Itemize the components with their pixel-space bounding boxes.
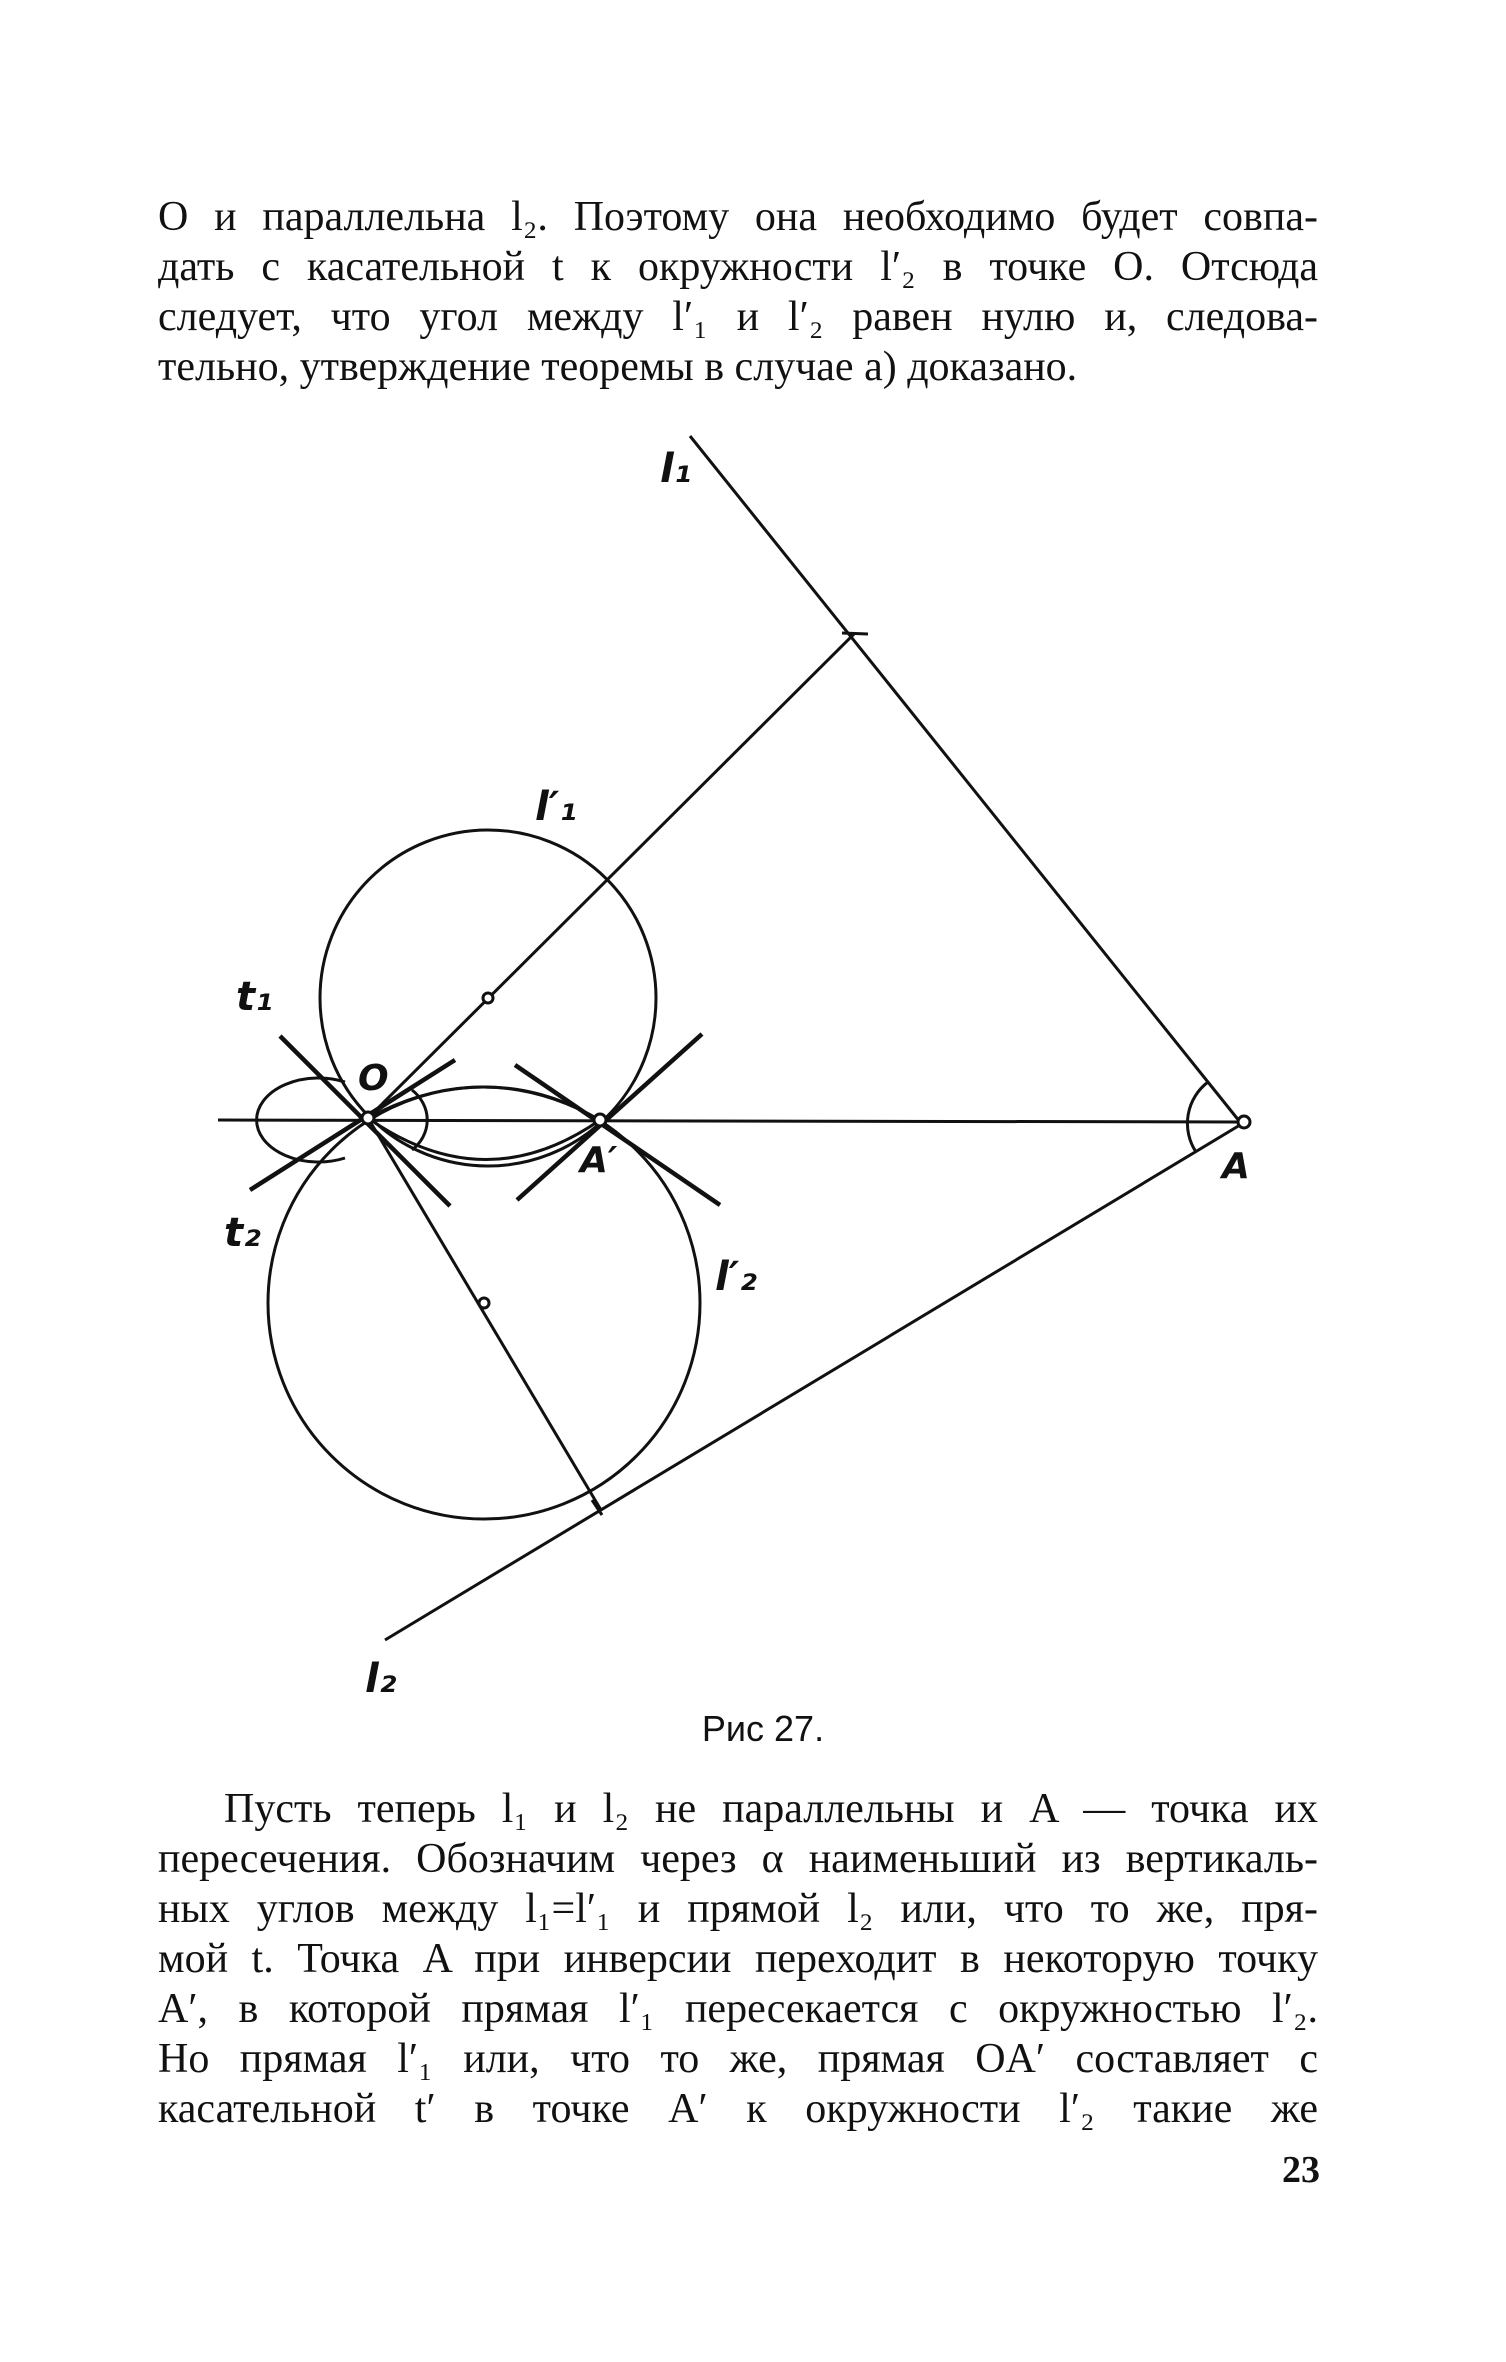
- text-line: пересечения. Обозначим через α наименьший из вертикаль-: [158, 1836, 1318, 1882]
- center-l1-prime: [483, 993, 493, 1003]
- paragraph-bottom: [158, 1784, 1318, 2134]
- text-line: касательной t′ в точке A′ к окружности l′₂ такие же: [158, 2086, 1318, 2132]
- angle-arc-A: [1187, 1082, 1208, 1152]
- text-line: следует, что угол между l′₁ и l′₂ равен нулю и, следова-: [158, 294, 1318, 340]
- text-line: мой t. Точка A при инверсии переходит в некоторую точку: [158, 1936, 1318, 1982]
- text-line: ных углов между l₁=l′₁ и прямой l₂ или, что то же, пря-: [158, 1886, 1318, 1932]
- label-O: O: [358, 1058, 389, 1099]
- label-t2: t₂: [224, 1210, 261, 1256]
- tangent-A-prime-1: [515, 1065, 720, 1205]
- point-A: [1238, 1116, 1250, 1128]
- text-line: Пусть теперь l₁ и l₂ не параллельны и A — точка их: [224, 1786, 1318, 1832]
- label-A-prime: A′: [580, 1140, 618, 1181]
- text-line: Но прямая l′₁ или, что то же, прямая OA′ составляет с: [158, 2036, 1318, 2082]
- page-number: 23: [1282, 2149, 1320, 2191]
- line-l1: [690, 436, 1240, 1122]
- center-l2-prime: [479, 1298, 489, 1308]
- figure-caption: Рис 27.: [701, 1708, 825, 1749]
- point-O: [362, 1112, 374, 1124]
- perpendicular-to-l2: [368, 1118, 601, 1510]
- label-l2-prime: l′₂: [715, 1254, 757, 1300]
- right-angle-mark-l1: [842, 633, 868, 634]
- text-line: тельно, утверждение теоремы в случае а) доказано.: [158, 344, 1078, 390]
- text-line: A′, в которой прямая l′₁ пересекается с окружностью l′₂.: [158, 1986, 1318, 2032]
- label-l1: l₁: [660, 446, 692, 492]
- label-t1: t₁: [236, 974, 273, 1020]
- tangent-t2: [250, 1060, 455, 1190]
- text-line: дать с касательной t к окружности l′₂ в точке O. Отсюда: [158, 244, 1318, 290]
- text-line: O и параллельна l₂. Поэтому она необходимо будет совпа-: [158, 194, 1318, 240]
- arc-lens-lower: [368, 1118, 600, 1160]
- label-l1-prime: l′₁: [535, 784, 577, 830]
- line-l2: [385, 1125, 1240, 1640]
- perpendicular-to-l1: [368, 633, 855, 1118]
- label-l2: l₂: [365, 1656, 397, 1702]
- point-A-prime: [594, 1114, 606, 1126]
- label-A: A: [1222, 1146, 1250, 1187]
